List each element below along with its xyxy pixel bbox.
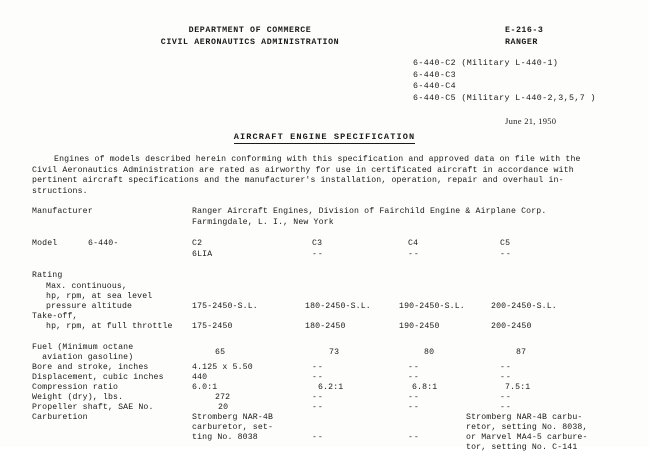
column-header-c2: C2: [192, 239, 203, 248]
fuel-value-c4: 80: [424, 348, 435, 357]
compression-ratio-label: Compression ratio: [32, 383, 119, 392]
carburetion-c2-line-2: carburetor, set-: [192, 423, 274, 432]
carburetion-c3: --: [312, 433, 324, 442]
propeller-shaft-label: Propeller shaft, SAE No.: [32, 403, 154, 412]
bore-stroke-c2: 4.125 x 5.50: [192, 363, 253, 372]
rating-takeoff-line: hp, rpm, at full throttle: [46, 322, 173, 331]
model-list: [413, 58, 596, 104]
propeller-shaft-c4: --: [408, 403, 420, 412]
model-sub-c3: --: [312, 250, 324, 259]
fuel-value-c3: 73: [329, 348, 340, 357]
carburetion-c4: --: [408, 433, 420, 442]
fuel-label-line-1: Fuel (Minimum octane: [32, 343, 134, 352]
column-header-c5: C5: [500, 239, 511, 248]
bore-stroke-c5: --: [500, 363, 512, 372]
carburetion-label: Carburetion: [32, 413, 88, 422]
carburetion-c5-line-2: retor, setting No. 8038,: [466, 423, 588, 432]
weight-c5: --: [500, 393, 512, 402]
model-list-item: 6-440-C5 (Military L-440-2,3,5,7 ): [413, 93, 596, 103]
weight-label: Weight (dry), lbs.: [32, 393, 124, 402]
intro-line: structions.: [32, 186, 88, 196]
intro-line: Engines of models described herein conforming with this specification and approved data on file with the: [54, 155, 581, 164]
rating-takeoff-label: Take-off,: [32, 312, 78, 321]
column-header-c3: C3: [312, 239, 323, 248]
intro-line: Civil Aeronautics Administration are rated as airworthy for use in certificated aircraft in accordance with: [32, 165, 574, 175]
model-sub-c5: --: [500, 250, 512, 259]
model-list-item: 6-440-C3: [413, 70, 457, 80]
agency-heading: CIVIL AERONAUTICS ADMINISTRATION: [160, 38, 340, 47]
model-series: 6-440-: [88, 239, 119, 248]
fuel-label-line-2: aviation gasoline): [32, 353, 134, 362]
intro-line: pertinent aircraft specifications and the manufacturer's installation, operation, repair and overhaul in-: [32, 176, 564, 186]
column-header-c4: C4: [408, 239, 419, 248]
bore-stroke-label: Bore and stroke, inches: [32, 363, 149, 372]
manufacturer-line-1: Ranger Aircraft Engines, Division of Fairchild Engine & Airplane Corp.: [192, 207, 547, 216]
rating-continuous-c5: 200-2450-S.L.: [491, 302, 557, 311]
compression-ratio-c3: 6.2:1: [318, 383, 344, 392]
brand-label: RANGER: [505, 38, 538, 47]
fuel-value-c5: 87: [516, 348, 527, 357]
department-heading: DEPARTMENT OF COMMERCE: [188, 26, 312, 35]
displacement-label: Displacement, cubic inches: [32, 373, 164, 382]
page-title: [0, 132, 649, 142]
document-date: June 21, 1950: [505, 116, 557, 126]
weight-c3: --: [312, 393, 324, 402]
compression-ratio-c2: 6.0:1: [192, 383, 218, 392]
rating-takeoff-c2: 175-2450: [192, 322, 233, 331]
model-list-item: 6-440-C4: [413, 82, 457, 91]
weight-c4: --: [408, 393, 420, 402]
carburetion-c2-line-1: Stromberg NAR-4B: [192, 413, 274, 422]
rating-max-continuous-label: Max. continuous,: [46, 282, 128, 291]
model-label: Model: [32, 239, 58, 248]
carburetion-c5-line-4: tor, setting No. C-141: [466, 443, 578, 452]
rating-continuous-c4: 190-2450-S.L.: [399, 302, 465, 311]
propeller-shaft-c2: 20: [218, 403, 229, 412]
rating-label: Rating: [32, 271, 63, 280]
carburetion-c5-line-3: or Marvel MA4-5 carbure-: [466, 433, 588, 442]
propeller-shaft-c5: --: [500, 403, 512, 412]
bore-stroke-c3: --: [312, 363, 324, 372]
rating-takeoff-c3: 180-2450: [305, 322, 346, 331]
model-sub-c2: 6LIA: [192, 250, 213, 259]
model-sub-c4: --: [408, 250, 420, 259]
displacement-c3: --: [312, 373, 324, 382]
spec-number: E-216-3: [505, 26, 544, 35]
rating-pressure-line: pressure altitude: [46, 302, 133, 311]
carburetion-c5-line-1: Stromberg NAR-4B carbu-: [466, 413, 583, 422]
rating-continuous-c3: 180-2450-S.L.: [305, 302, 371, 311]
displacement-c5: --: [500, 373, 512, 382]
displacement-c4: --: [408, 373, 420, 382]
model-list-item: 6-440-C2 (Military L-440-1): [413, 59, 559, 68]
propeller-shaft-c3: --: [312, 403, 324, 412]
rating-takeoff-c4: 190-2450: [399, 322, 440, 331]
compression-ratio-c4: 6.8:1: [412, 383, 438, 392]
weight-c2: 272: [215, 393, 231, 402]
bore-stroke-c4: --: [408, 363, 420, 372]
rating-hp-line: hp, rpm, at sea level: [46, 292, 153, 301]
compression-ratio-c5: 7.5:1: [505, 383, 531, 392]
manufacturer-label: Manufacturer: [32, 207, 93, 216]
displacement-c2: 440: [192, 373, 208, 382]
intro-paragraph: [32, 155, 622, 197]
page-title-text: AIRCRAFT ENGINE SPECIFICATION: [233, 132, 416, 142]
rating-takeoff-c5: 200-2450: [491, 322, 532, 331]
fuel-value-c2: 65: [215, 348, 226, 357]
manufacturer-line-2: Farmingdale, L. I., New York: [192, 218, 334, 227]
carburetion-c2-line-3: ting No. 8038: [192, 433, 258, 442]
rating-continuous-c2: 175-2450-S.L.: [192, 302, 258, 311]
